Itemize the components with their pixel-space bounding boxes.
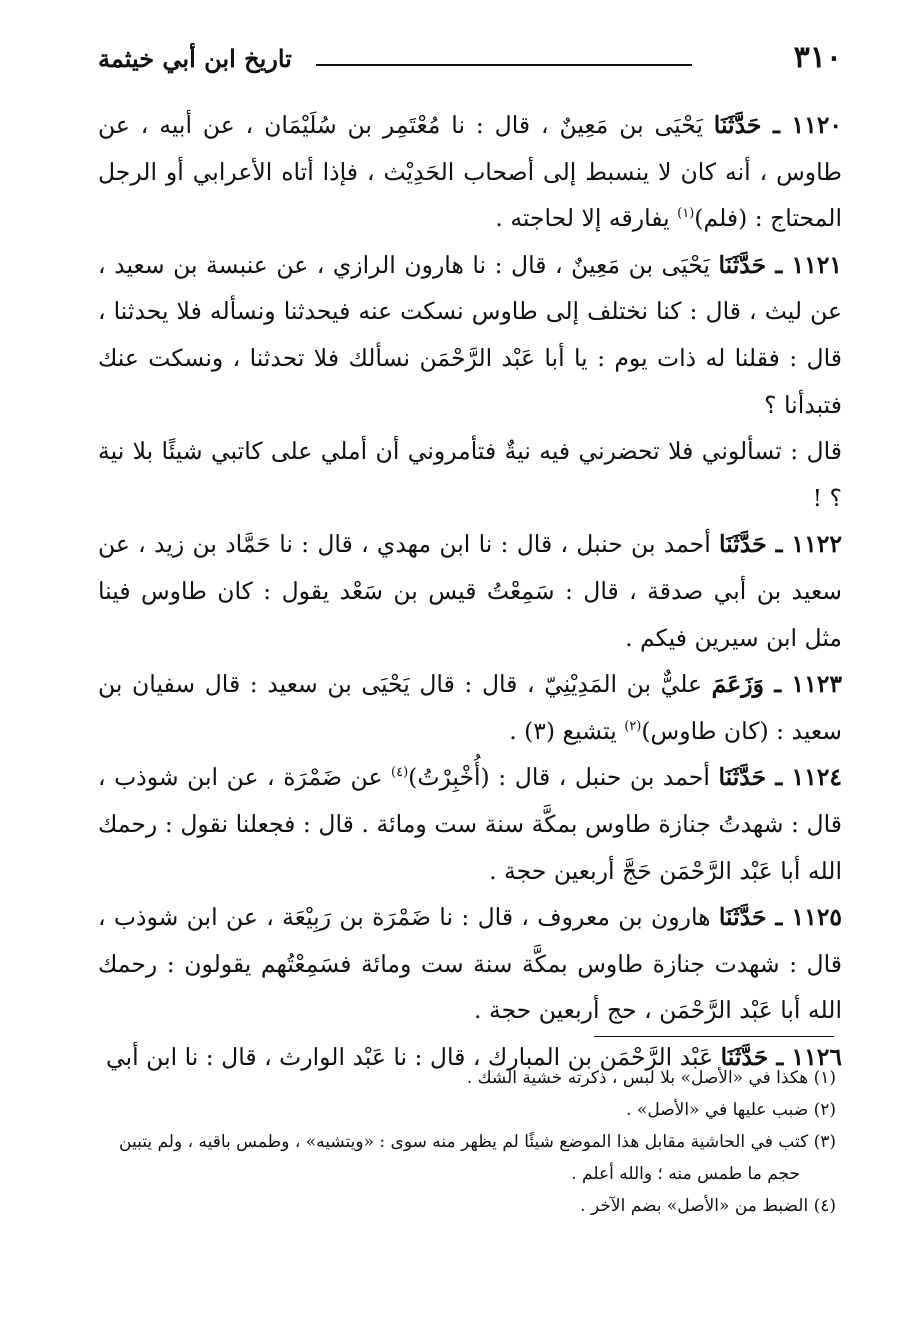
hadith-lead: ١١٢٣ ـ وَزَعَمَ	[711, 670, 843, 699]
page-header	[98, 40, 842, 80]
hadith-text: يَحْيَى بن مَعِينٌ ، قال : نا هارون الرازي ، عن عنبسة بن سعيد ، عن ليث ، قال : كنا نختلف إلى طاوس نسكت عنه فيحدثنا ونسأله فلا يحدثنا ، قال : فقلنا له ذات يوم : يا أبا عَبْد الرَّحْمَن نسألك فلا تحدثنا ، ونسكت عنك فتبدأنا ؟	[98, 250, 842, 419]
hadith-tail: عن ضَمْرَة ، عن ابن شوذب ، قال : شهدتُ جنازة طاوس بمكَّة سنة ست ومائة . قال : فجعلنا نقول : رحمك الله أبا عَبْد الرَّحْمَن حَجَّ أربعين حجة .	[98, 763, 842, 885]
hadith-1123	[98, 661, 842, 754]
hadith-lead: ١١٢٢ ـ حَدَّثَنَا	[719, 530, 842, 559]
hadith-lead: ١١٢١ ـ حَدَّثَنَا	[718, 250, 843, 279]
hadith-1120	[98, 102, 842, 242]
hadith-tail: يفارقه إلا لحاجته .	[495, 204, 678, 233]
hadith-text: عَبْد الرَّحْمَن بن المبارك ، قال : نا عَبْد الوارث ، قال : نا ابن أبي	[106, 1042, 721, 1071]
hadith-1121	[98, 242, 842, 428]
footnote-ref: (٤)	[391, 765, 409, 781]
footnote-text: (٣) كتب في الحاشية مقابل هذا الموضع شيئًا لم يظهر منه سوى : «ويتشيه» ، وطمس باقيه ، ولم يتبين	[119, 1132, 836, 1152]
footnote-1: (١) هكذا في «الأصل» بلا لبس ، ذكرته خشية الشك .	[466, 1068, 836, 1088]
running-title: تاريخ ابن أبي خيثمة	[98, 44, 292, 73]
footnote-separator	[594, 1036, 834, 1037]
footnote-continuation: حجم ما طمس منه ؛ والله أعلم .	[571, 1164, 800, 1184]
hadith-1125	[98, 894, 842, 1034]
hadith-tail: يتشيع (٣) .	[509, 716, 625, 745]
hadith-lead: ١١٢٤ ـ حَدَّثَنَا	[718, 763, 842, 792]
footnote-ref: (١)	[677, 206, 695, 222]
hadith-text: قال : تسألوني فلا تحضرني فيه نيةٌ فتأمروني أن أملي على كاتبي شيئًا بلا نية ؟ !	[98, 437, 842, 512]
hadith-1124	[98, 754, 842, 894]
hadith-text: عليٌّ بن المَدِيْنِيّ ، قال : قال يَحْيَى بن سعيد : قال سفيان بن سعيد : (كان طاوس)	[98, 670, 842, 745]
hadith-text: يَحْيَى بن مَعِينٌ ، قال : نا مُعْتَمِر بن سُلَيْمَان ، عن أبيه ، عن طاوس ، أنه كان لا ينسبط إلى أصحاب الحَدِيْث ، فإذا أتاه الأعرابي أو الرجل المحتاج : (فلم)	[98, 111, 842, 233]
hadith-1122	[98, 521, 842, 661]
hadith-lead: ١١٢٥ ـ حَدَّثَنَا	[718, 903, 842, 932]
main-text	[98, 102, 842, 1080]
footnote-3	[98, 1126, 836, 1190]
hadith-lead: ١١٢٦ ـ حَدَّثَنَا	[720, 1042, 842, 1071]
footnote-ref: (٢)	[624, 718, 642, 734]
page-number: ٣١٠	[793, 40, 842, 75]
hadith-text: أحمد بن حنبل ، قال : نا ابن مهدي ، قال : نا حَمَّاد بن زيد ، عن سعيد بن أبي صدقة ، قال : سَمِعْتُ قيس بن سَعْد يقول : كان طاوس فينا مثل ابن سيرين فيكم .	[98, 530, 842, 652]
hadith-text: هارون بن معروف ، قال : نا ضَمْرَة بن رَبِيْعَة ، عن ابن شوذب ، قال : شهدت جنازة طاوس بمكَّة سنة ست ومائة فسَمِعْتُهم يقولون : رحمك الله أبا عَبْد الرَّحْمَن ، حج أربعين حجة .	[98, 903, 842, 1025]
hadith-lead: ١١٢٠ ـ حَدَّثَنَا	[713, 111, 843, 139]
footnote-2: (٢) ضبب عليها في «الأصل» .	[626, 1100, 836, 1120]
footnote-4: (٤) الضبط من «الأصل» بضم الآخر .	[580, 1196, 836, 1216]
hadith-text: أحمد بن حنبل ، قال : (أُخْبِرْتُ)	[408, 763, 719, 792]
hadith-1121-continuation	[98, 428, 842, 521]
header-rule	[316, 64, 692, 66]
footnotes	[98, 1062, 836, 1222]
